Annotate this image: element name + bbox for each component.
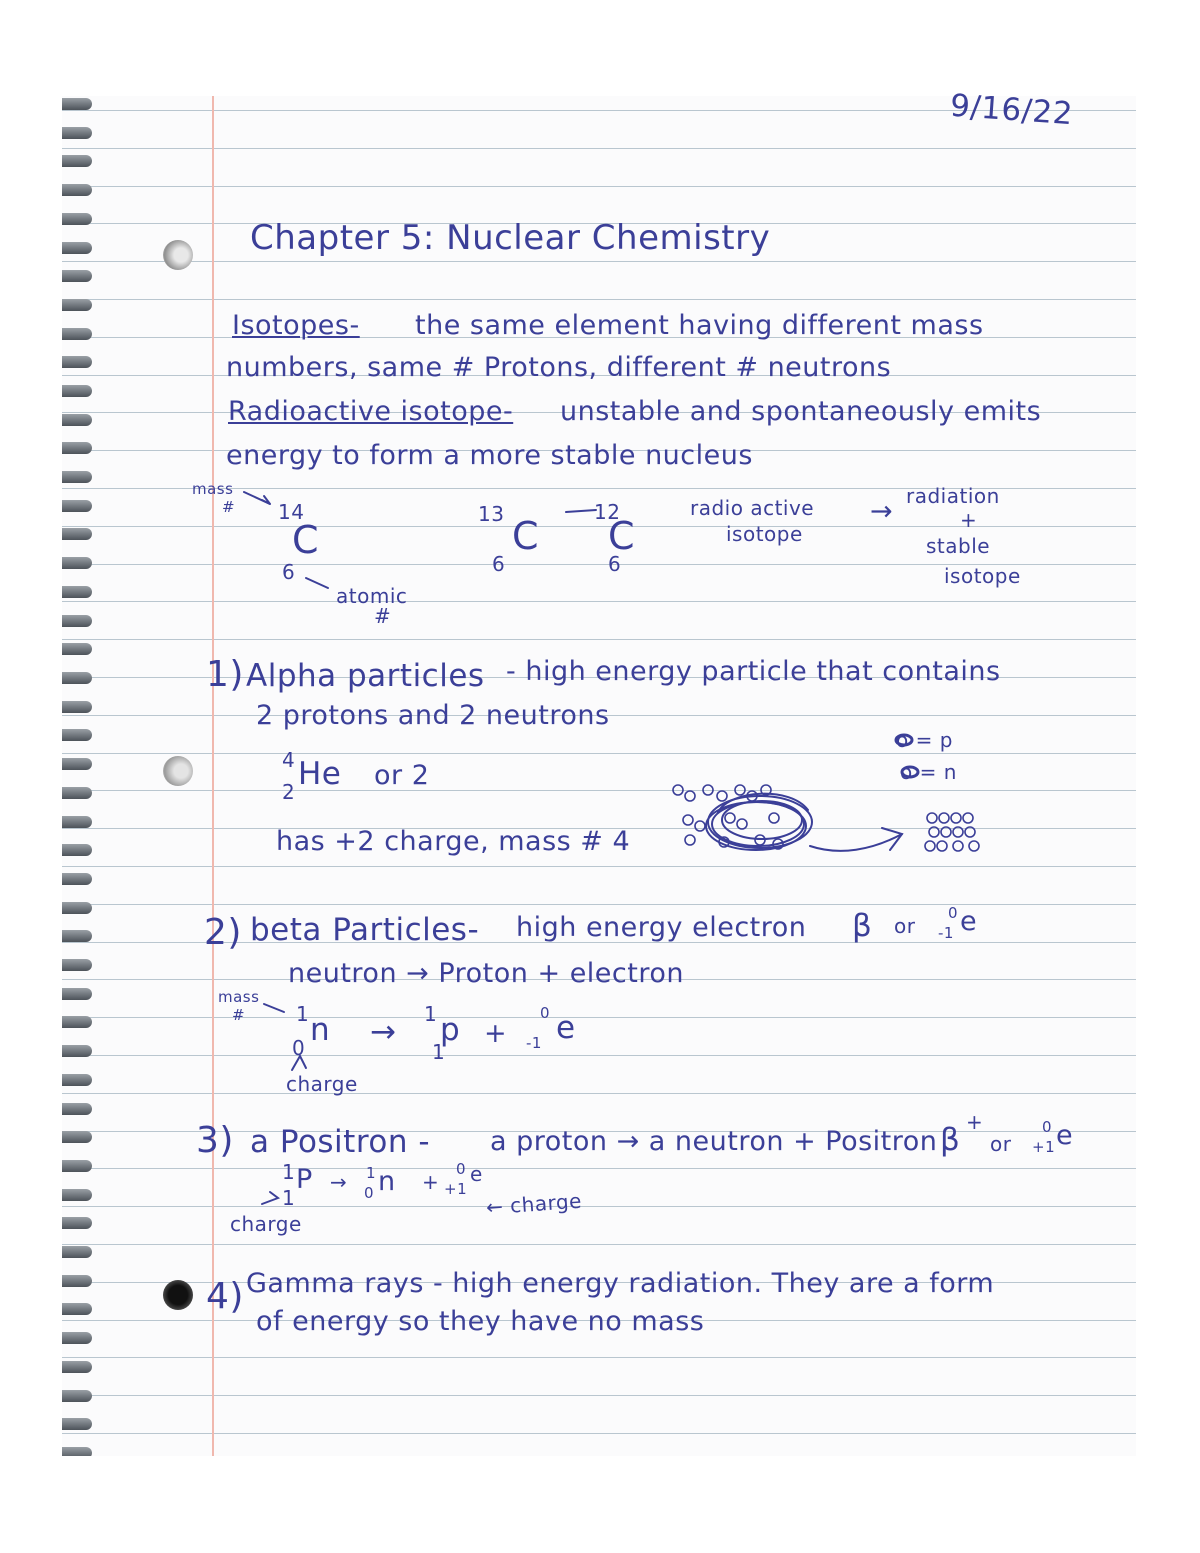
dash-mark-icon [566,510,596,512]
c13-atomic: 6 [492,552,506,576]
positron-or: or [990,1132,1012,1156]
positron-greek-sup: + [966,1110,984,1134]
c12-atomic: 6 [608,552,622,576]
pos-proton-mass: 1 [282,1160,296,1184]
pos-plus: + [422,1170,440,1194]
stable-isotope-label: isotope [944,564,1021,588]
key-neutron: o = n [900,760,957,784]
beta-line-1: high energy electron [516,912,807,943]
alpha-line-1: - high energy particle that contains [506,656,1001,687]
neutron-symbol: n [310,1012,331,1048]
beta-plus: + [484,1018,508,1049]
electron-mass: 0 [540,1004,551,1022]
pos-proton-symbol: P [296,1164,313,1195]
atomic-label-hash: # [374,604,392,628]
pos-charge-right: ← charge [485,1188,583,1220]
neutron-atomic: 0 [292,1036,306,1060]
stable-label: stable [926,534,991,558]
pos-e-top: 0 [456,1160,467,1178]
positron-heading: a Positron - [250,1124,431,1160]
c13-symbol: C [512,514,540,558]
atomic-dash-icon [306,578,328,588]
beta-e-top: 0 [948,904,959,922]
pos-neutron-mass: 1 [366,1164,377,1182]
arrow-icon: → [870,496,894,527]
isotopes-line-2: numbers, same # Protons, different # neutrons [226,352,892,383]
nucleus-icon [706,794,812,850]
emission-arrow-icon [810,834,902,851]
positron-number: 3) [196,1120,234,1161]
alpha-heading: Alpha particles [246,658,485,694]
pos-e-symbol: e [470,1162,483,1186]
beta-heading: beta Particles- [250,912,480,948]
mass-arrow-head-icon [262,496,270,504]
isotopes-line-1: the same element having different mass [415,310,984,341]
pos-neutron-atomic: 0 [364,1184,375,1202]
mass-label: mass [192,480,234,498]
radioactive-term: Radioactive isotope- [228,396,514,427]
beta-line-2: neutron → Proton + electron [288,958,684,989]
neutron-mass: 1 [296,1002,310,1026]
beta-e-bottom: -1 [938,924,954,942]
beta-charge-label: charge [286,1072,358,1096]
pos-neutron-symbol: n [378,1166,396,1197]
radioactive-isotope-label: radio active [690,496,815,520]
beta-mass-arrow-icon [264,1004,284,1012]
beta-arrow: → [370,1014,397,1050]
pos-proton-atomic: 1 [282,1186,296,1210]
proton-atomic: 1 [432,1040,446,1064]
proton-mass: 1 [424,1002,438,1026]
radioactive-line-2: energy to form a more stable nucleus [226,440,753,471]
he-mass: 4 [282,748,296,772]
radioactive-isotope-label-2: isotope [726,522,803,546]
beta-greek: β [852,908,873,944]
c12-mass: 12 [594,500,621,524]
positron-e-top: 0 [1042,1118,1053,1136]
gamma-number: 4) [206,1276,244,1317]
beta-charge-arrow-icon [292,1056,306,1070]
alpha-particle-icon [925,813,979,851]
gamma-line-2: of energy so they have no mass [256,1306,705,1337]
beta-e-symbol: e [960,906,978,937]
c14-atomic: 6 [282,560,296,584]
alpha-charge-line: has +2 charge, mass # 4 [276,826,631,857]
plus-sign: + [960,508,978,532]
electron-symbol: e [556,1010,576,1046]
neutron-key-icon [902,767,918,777]
alpha-or: or 2 [374,760,430,791]
alpha-number: 1) [206,654,244,695]
gamma-line-1: Gamma rays - high energy radiation. They are a form [246,1268,995,1299]
proton-key-icon [896,735,912,745]
title-baseline-icon [252,244,818,262]
positron-e-symbol: e [1056,1120,1074,1151]
pos-charge-left: charge [230,1212,302,1236]
positron-e-bottom: +1 [1032,1138,1056,1156]
beta-mass-label-hash: # [232,1006,246,1024]
c14-mass: 14 [278,500,305,524]
pos-arrow: → [330,1170,348,1194]
beta-or: or [894,914,916,938]
radiation-label: radiation [906,484,1000,508]
c14-symbol: C [292,518,320,562]
positron-charge-arrow-icon [262,1192,278,1204]
date: 9/16/22 [948,87,1075,133]
atomic-label: atomic [336,584,408,608]
positron-greek: β [940,1122,961,1158]
beta-number: 2) [204,912,242,953]
radioactive-line-1: unstable and spontaneously emits [560,396,1042,427]
he-symbol: He [298,756,342,792]
proton-symbol: p [440,1012,461,1048]
he-atomic: 2 [282,780,296,804]
alpha-line-2: 2 protons and 2 neutrons [256,700,610,731]
c13-mass: 13 [478,502,505,526]
mass-label-hash: # [222,498,236,516]
key-proton: o = p [896,728,953,752]
positron-line-1: a proton → a neutron + Positron [490,1126,938,1157]
isotopes-term: Isotopes- [232,310,360,341]
beta-mass-label: mass [218,988,260,1006]
page-title: Chapter 5: Nuclear Chemistry [250,218,771,258]
c12-symbol: C [608,514,636,558]
electron-charge: -1 [526,1034,542,1052]
pos-e-bottom: +1 [444,1180,468,1198]
